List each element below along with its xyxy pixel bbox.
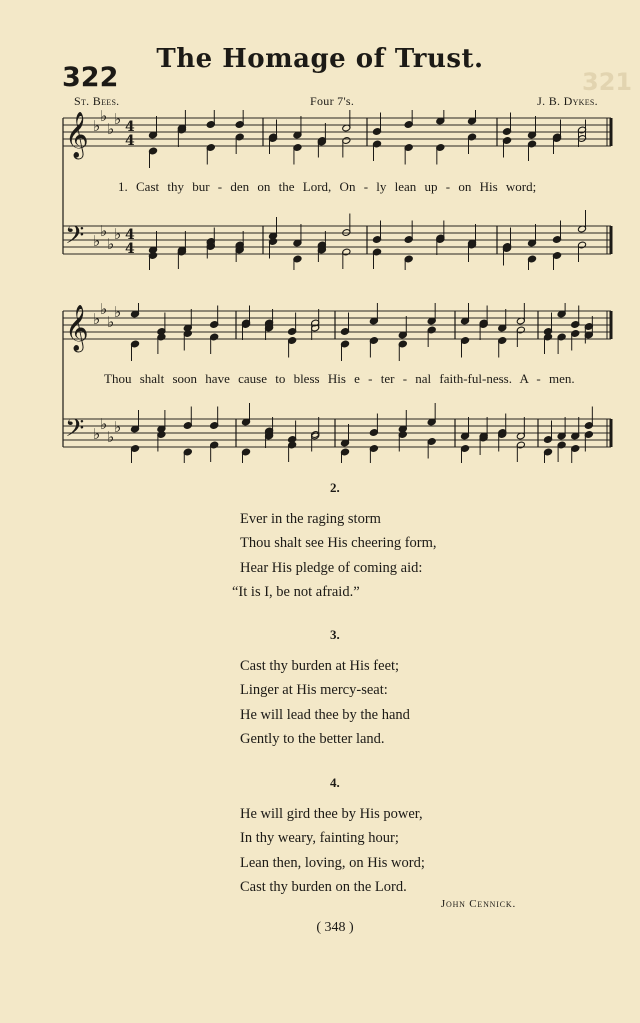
verse-line: Cast thy burden on the Lord. [240,879,407,896]
stanza-number: 2. [330,480,340,495]
time-signature-bottom: 4 [125,241,135,257]
verse-line: Cast thy burden at His feet; [240,657,400,674]
time-signature-top: 4 [125,119,135,135]
clef-glyph: 𝄢 [65,414,85,449]
verse-line: He will lead thee by the hand [240,706,410,723]
flat-glyph: ♭ [107,235,115,253]
author: John Cennick. [440,898,516,910]
flat-glyph: ♭ [93,117,101,135]
stanza-4 [240,771,530,900]
flat-glyph: ♭ [107,313,115,331]
verse-line: He will gird thee by His power, [240,805,423,822]
verse-line: Lean then, loving, on His word; [240,854,425,871]
clef-glyph: 𝄢 [65,221,85,256]
bleed-through-number: 321 [582,68,633,96]
verse-line: Thou shalt see His cheering form, [240,535,437,552]
flat-glyph: ♭ [114,110,122,128]
stanza-2 [232,476,530,605]
metre: Four 7's. [310,94,355,108]
verse-line: Ever in the raging storm [240,510,381,527]
verse-line: Gently to the better land. [240,731,385,748]
flat-glyph: ♭ [114,418,122,436]
hymn-number: 322 [62,62,119,93]
flat-glyph: ♭ [100,110,108,125]
hymn-title: The Homage of Trust. [156,44,484,74]
lyric-line-1: 1. Cast thy bur - den on the Lord, On - ly lean up - on His word; [118,179,537,194]
stanza-3 [240,623,530,752]
verse-line: In thy weary, fainting hour; [240,830,399,847]
flat-glyph: ♭ [100,222,108,240]
composer: J. B. Dykes. [537,94,598,108]
verse-line: Hear His pledge of coming aid: [240,559,423,576]
clef-glyph: 𝄞 [65,305,89,351]
stanza-number: 3. [330,627,340,642]
tune-name: St. Bees. [74,94,120,108]
flat-glyph: ♭ [114,303,122,321]
lyric-line-2: Thou shalt soon have cause to bless His e - ter - nal faith-ful-ness. A - men. [104,371,575,386]
flat-glyph: ♭ [114,225,122,243]
time-signature-top: 4 [125,227,135,243]
page-number: ( 348 ) [316,920,354,935]
flat-glyph: ♭ [93,310,101,328]
verse-line: Linger at His mercy-seat: [240,682,388,699]
time-signature-bottom: 4 [125,133,135,149]
flat-glyph: ♭ [93,425,101,443]
stanza-number: 4. [330,775,340,790]
flat-glyph: ♭ [107,428,115,446]
flat-glyph: ♭ [100,303,108,318]
flat-glyph: ♭ [100,415,108,433]
clef-glyph: 𝄞 [65,112,89,158]
flat-glyph: ♭ [107,120,115,138]
flat-glyph: ♭ [93,232,101,250]
verse-line: “It is I, be not afraid.” [232,584,360,601]
